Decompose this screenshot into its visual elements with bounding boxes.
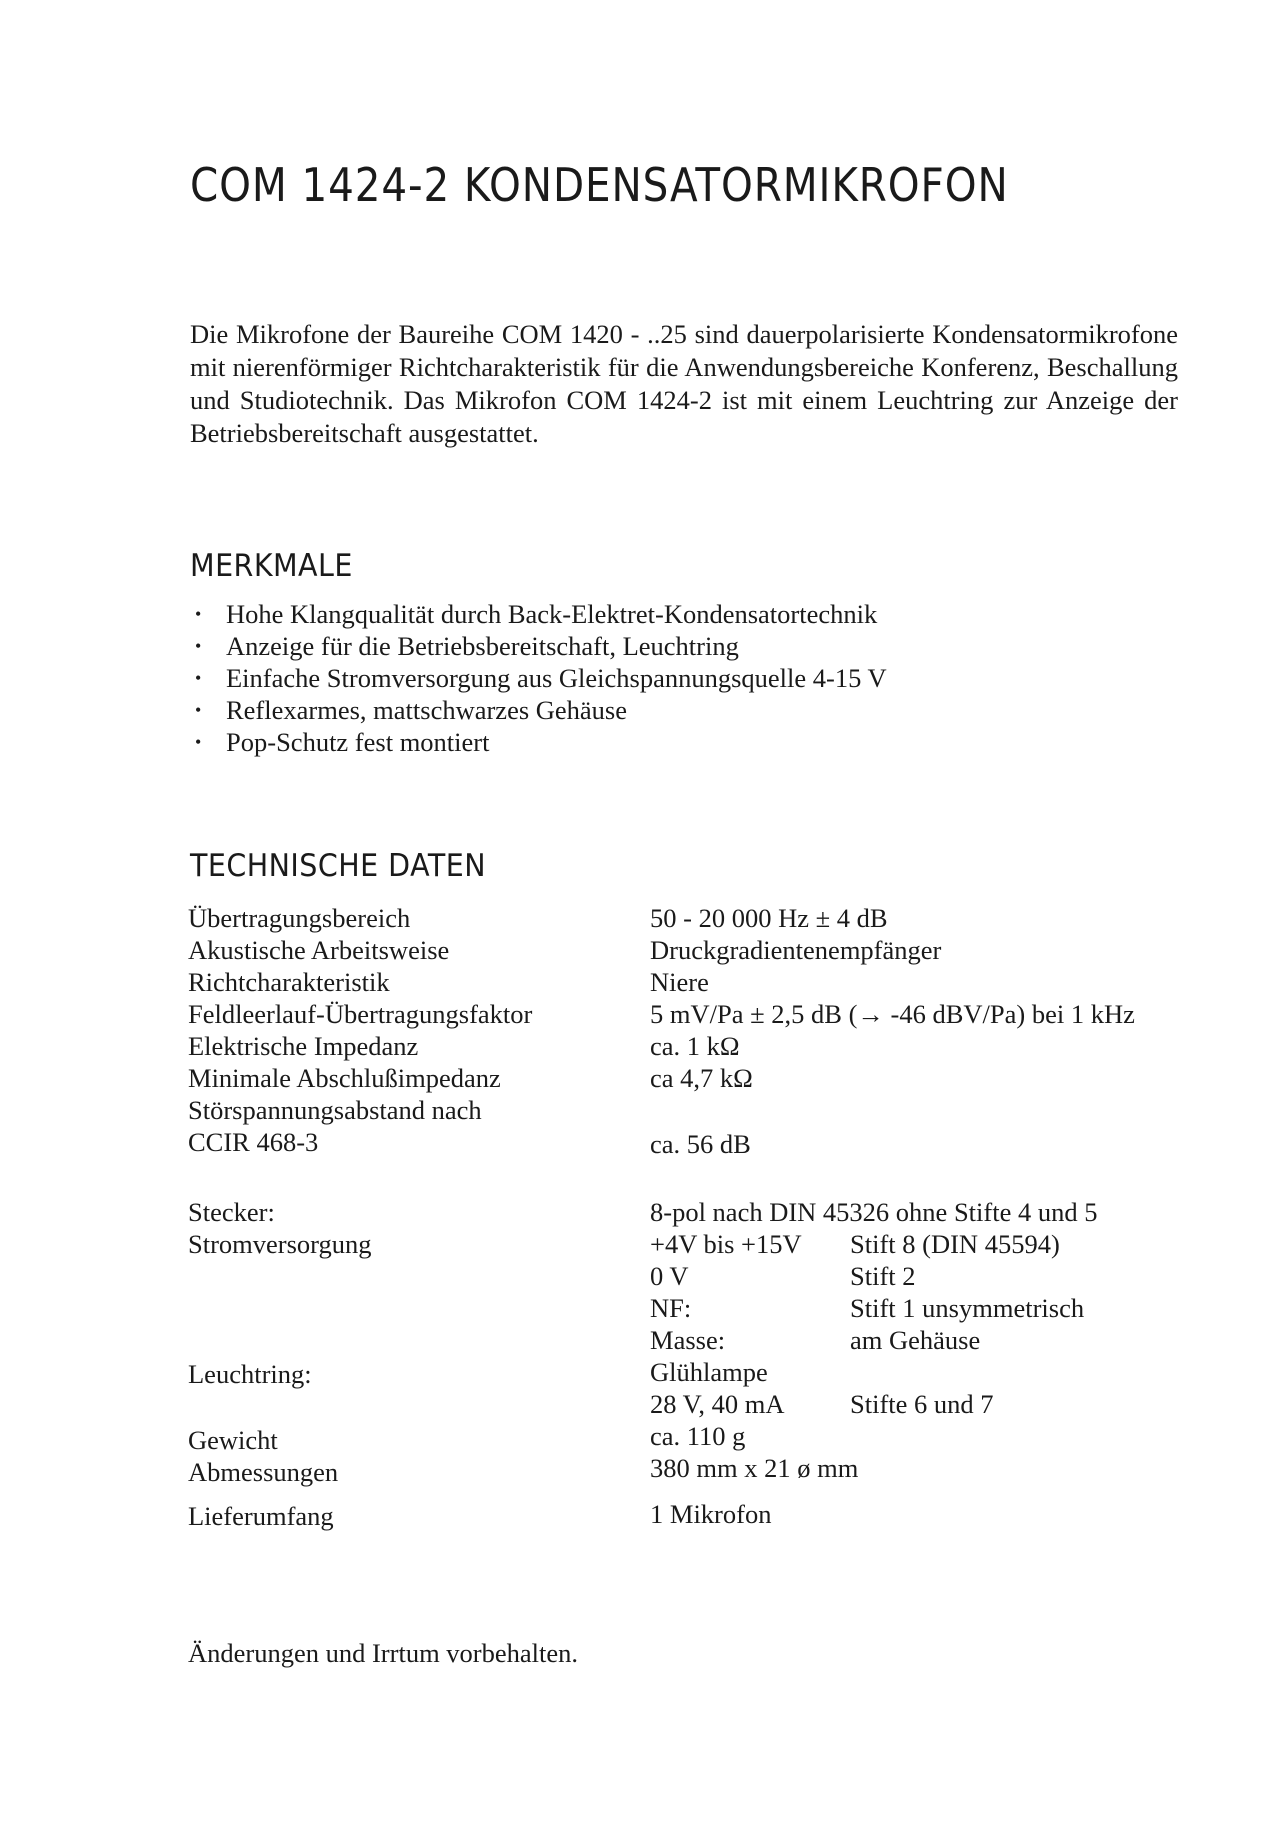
bullet-icon: • bbox=[195, 636, 202, 656]
bullet-icon: • bbox=[195, 668, 202, 688]
spec-value: +4V bis +15V bbox=[650, 1229, 802, 1259]
page-title: COM 1424-2 KONDENSATORMIKROFON bbox=[190, 158, 1009, 212]
spec-value: 380 mm x 21 ø mm bbox=[650, 1453, 859, 1483]
spec-label: Leuchtring: bbox=[188, 1359, 312, 1389]
list-item: • Anzeige für die Betriebsbereitschaft, Leuchtring bbox=[195, 631, 739, 661]
intro-paragraph: Die Mikrofone der Baureihe COM 1420 - ..25 sind dauerpolarisierte Kondensatormikrofone mit nierenförmiger Richtcharakteristik für die Anwendungsbereiche Konferenz, Beschallung und Studiotechnik. Das Mikrofon COM 1424-2 ist mit einem Leuchtring zur Anzeige der Betriebsbereitschaft ausgestattet. bbox=[190, 319, 1178, 448]
spec-detail: am Gehäuse bbox=[850, 1325, 981, 1355]
spec-label: CCIR 468-3 bbox=[188, 1127, 319, 1157]
spec-label: Akustische Arbeitsweise bbox=[188, 935, 450, 965]
footer-disclaimer: Änderungen und Irrtum vorbehalten. bbox=[188, 1638, 579, 1668]
spec-value: Glühlampe bbox=[650, 1357, 768, 1387]
list-item: • Einfache Stromversorgung aus Gleichspannungsquelle 4-15 V bbox=[195, 663, 887, 693]
spec-label: Übertragungsbereich bbox=[188, 903, 411, 933]
spec-value: 8-pol nach DIN 45326 ohne Stifte 4 und 5 bbox=[650, 1197, 1098, 1227]
spec-label: Minimale Abschlußimpedanz bbox=[188, 1063, 501, 1093]
section-heading-merkmale: MERKMALE bbox=[190, 548, 353, 584]
spec-label: Stecker: bbox=[188, 1197, 275, 1227]
spec-value: 0 V bbox=[650, 1261, 689, 1291]
section-heading-technische-daten: TECHNISCHE DATEN bbox=[190, 848, 486, 884]
spec-label: Lieferumfang bbox=[188, 1501, 334, 1531]
spec-detail: Stift 2 bbox=[850, 1261, 916, 1291]
spec-value: 28 V, 40 mA bbox=[650, 1389, 785, 1419]
spec-value: ca. 110 g bbox=[650, 1421, 746, 1451]
spec-value: Niere bbox=[650, 967, 709, 997]
spec-value: ca. 56 dB bbox=[650, 1129, 751, 1159]
spec-label: Störspannungsabstand nach bbox=[188, 1095, 482, 1125]
spec-label: Feldleerlauf-Übertragungsfaktor bbox=[188, 999, 533, 1029]
spec-label: Richtcharakteristik bbox=[188, 967, 390, 997]
spec-label: Stromversorgung bbox=[188, 1229, 372, 1259]
spec-detail: Stifte 6 und 7 bbox=[850, 1389, 994, 1419]
spec-value: Masse: bbox=[650, 1325, 726, 1355]
list-item: • Reflexarmes, mattschwarzes Gehäuse bbox=[195, 695, 628, 725]
list-item: • Hohe Klangqualität durch Back-Elektret-Kondensatortechnik bbox=[195, 599, 878, 629]
spec-value: 50 - 20 000 Hz ± 4 dB bbox=[650, 903, 888, 933]
spec-detail: Stift 8 (DIN 45594) bbox=[850, 1229, 1060, 1259]
list-item: • Pop-Schutz fest montiert bbox=[195, 727, 490, 757]
bullet-icon: • bbox=[195, 604, 202, 624]
spec-value: Druckgradientenempfänger bbox=[650, 935, 942, 965]
spec-label: Abmessungen bbox=[188, 1457, 339, 1487]
spec-label: Gewicht bbox=[188, 1425, 278, 1455]
feature-list bbox=[190, 598, 887, 758]
bullet-icon: • bbox=[195, 732, 202, 752]
spec-label: Elektrische Impedanz bbox=[188, 1031, 419, 1061]
spec-detail: Stift 1 unsymmetrisch bbox=[850, 1293, 1085, 1323]
spec-value: 1 Mikrofon bbox=[650, 1499, 772, 1529]
spec-value: NF: bbox=[650, 1293, 692, 1323]
spec-value: ca. 1 kΩ bbox=[650, 1031, 740, 1061]
bullet-icon: • bbox=[195, 700, 202, 720]
spec-value: 5 mV/Pa ± 2,5 dB (→ -46 dBV/Pa) bei 1 kHz bbox=[650, 999, 1135, 1029]
spec-value: ca 4,7 kΩ bbox=[650, 1063, 753, 1093]
